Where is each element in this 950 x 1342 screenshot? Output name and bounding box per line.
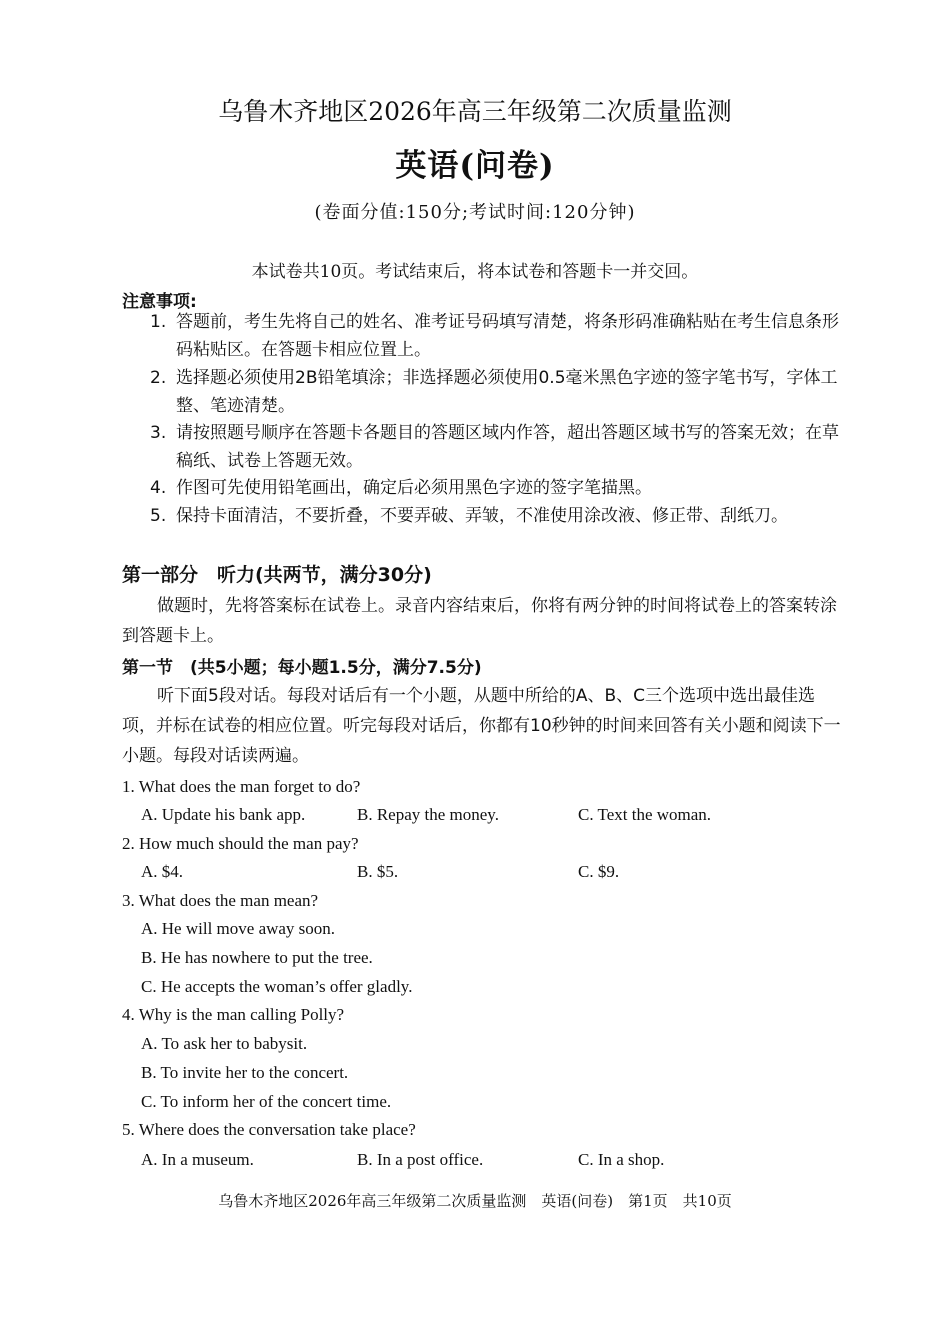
q1-option-c: C. Text the woman. [578, 805, 712, 824]
note-number: 3. [150, 423, 167, 443]
note-number: 2. [150, 368, 167, 388]
question-5: 5. Where does the conversation take place? [122, 1120, 416, 1139]
note-item [150, 502, 850, 530]
part1-heading: 第一部分 听力(共两节，满分30分) [122, 564, 432, 586]
note-number: 5. [150, 506, 167, 526]
note-number: 4. [150, 478, 167, 498]
q5-option-a: A. In a museum. [141, 1150, 254, 1169]
q5-option-b: B. In a post office. [357, 1150, 484, 1169]
note-text: 保持卡面清洁，不要折叠，不要弄破、弄皱，不准使用涂改液、修正带、刮纸刀。 [176, 506, 788, 526]
note-item [150, 308, 850, 364]
notes-heading: 注意事项: [122, 292, 197, 312]
note-text: 选择题必须使用2B铅笔填涂；非选择题必须使用0.5毫米黑色字迹的签字笔书写，字体工整、笔迹清楚。 [176, 368, 838, 416]
note-number: 1. [150, 312, 167, 332]
note-text: 作图可先使用铅笔画出，确定后必须用黑色字迹的签字笔描黑。 [176, 478, 652, 498]
q3-option-b: B. He has nowhere to put the tree. [141, 948, 373, 967]
question-2: 2. How much should the man pay? [122, 834, 359, 853]
page-footer: 乌鲁木齐地区2026年高三年级第二次质量监测 英语(问卷) 第1页 共10页 [218, 1192, 732, 1210]
exam-title: 乌鲁木齐地区2026年高三年级第二次质量监测 [218, 97, 732, 126]
question-3: 3. What does the man mean? [122, 891, 319, 910]
q1-option-b: B. Repay the money. [357, 805, 499, 824]
page-info: 本试卷共10页。考试结束后，将本试卷和答题卡一并交回。 [251, 262, 699, 282]
question-4: 4. Why is the man calling Polly? [122, 1005, 345, 1024]
note-text: 答题前，考生先将自己的姓名、准考证号码填写清楚，将条形码准确粘贴在考生信息条形码粘贴区。在答题卡相应位置上。 [176, 312, 839, 360]
q2-option-b: B. $5. [357, 862, 399, 881]
note-item [150, 419, 850, 475]
score-time-line: (卷面分值:150分;考试时间:120分钟) [314, 202, 636, 223]
q4-option-c: C. To inform her of the concert time. [141, 1092, 392, 1111]
question-1: 1. What does the man forget to do? [122, 777, 361, 796]
section1-heading: 第一节 (共5小题；每小题1.5分，满分7.5分) [122, 658, 482, 678]
note-item [150, 474, 850, 502]
q4-option-b: B. To invite her to the concert. [141, 1063, 349, 1082]
q2-option-c: C. $9. [578, 862, 620, 881]
q2-option-a: A. $4. [141, 862, 184, 881]
q4-option-a: A. To ask her to babysit. [141, 1034, 308, 1053]
q1-option-a: A. Update his bank app. [141, 805, 306, 824]
part1-intro: 做题时，先将答案标在试卷上。录音内容结束后，你将有两分钟的时间将试卷上的答案转涂到答题卡上。 [122, 596, 837, 646]
q3-option-c: C. He accepts the woman’s offer gladly. [141, 977, 413, 996]
section1-intro: 听下面5段对话。每段对话后有一个小题，从题中所给的A、B、C三个选项中选出最佳选项，并标在试卷的相应位置。听完每段对话后，你都有10秒钟的时间来回答有关小题和阅读下一小题。每段对话读两遍。 [122, 686, 841, 766]
q3-option-a: A. He will move away soon. [141, 919, 336, 938]
note-item [150, 364, 850, 420]
q5-option-c: C. In a shop. [578, 1150, 665, 1169]
subject-title: 英语(问卷) [395, 148, 555, 184]
note-text: 请按照题号顺序在答题卡各题目的答题区域内作答，超出答题区域书写的答案无效；在草稿纸、试卷上答题无效。 [176, 423, 839, 471]
